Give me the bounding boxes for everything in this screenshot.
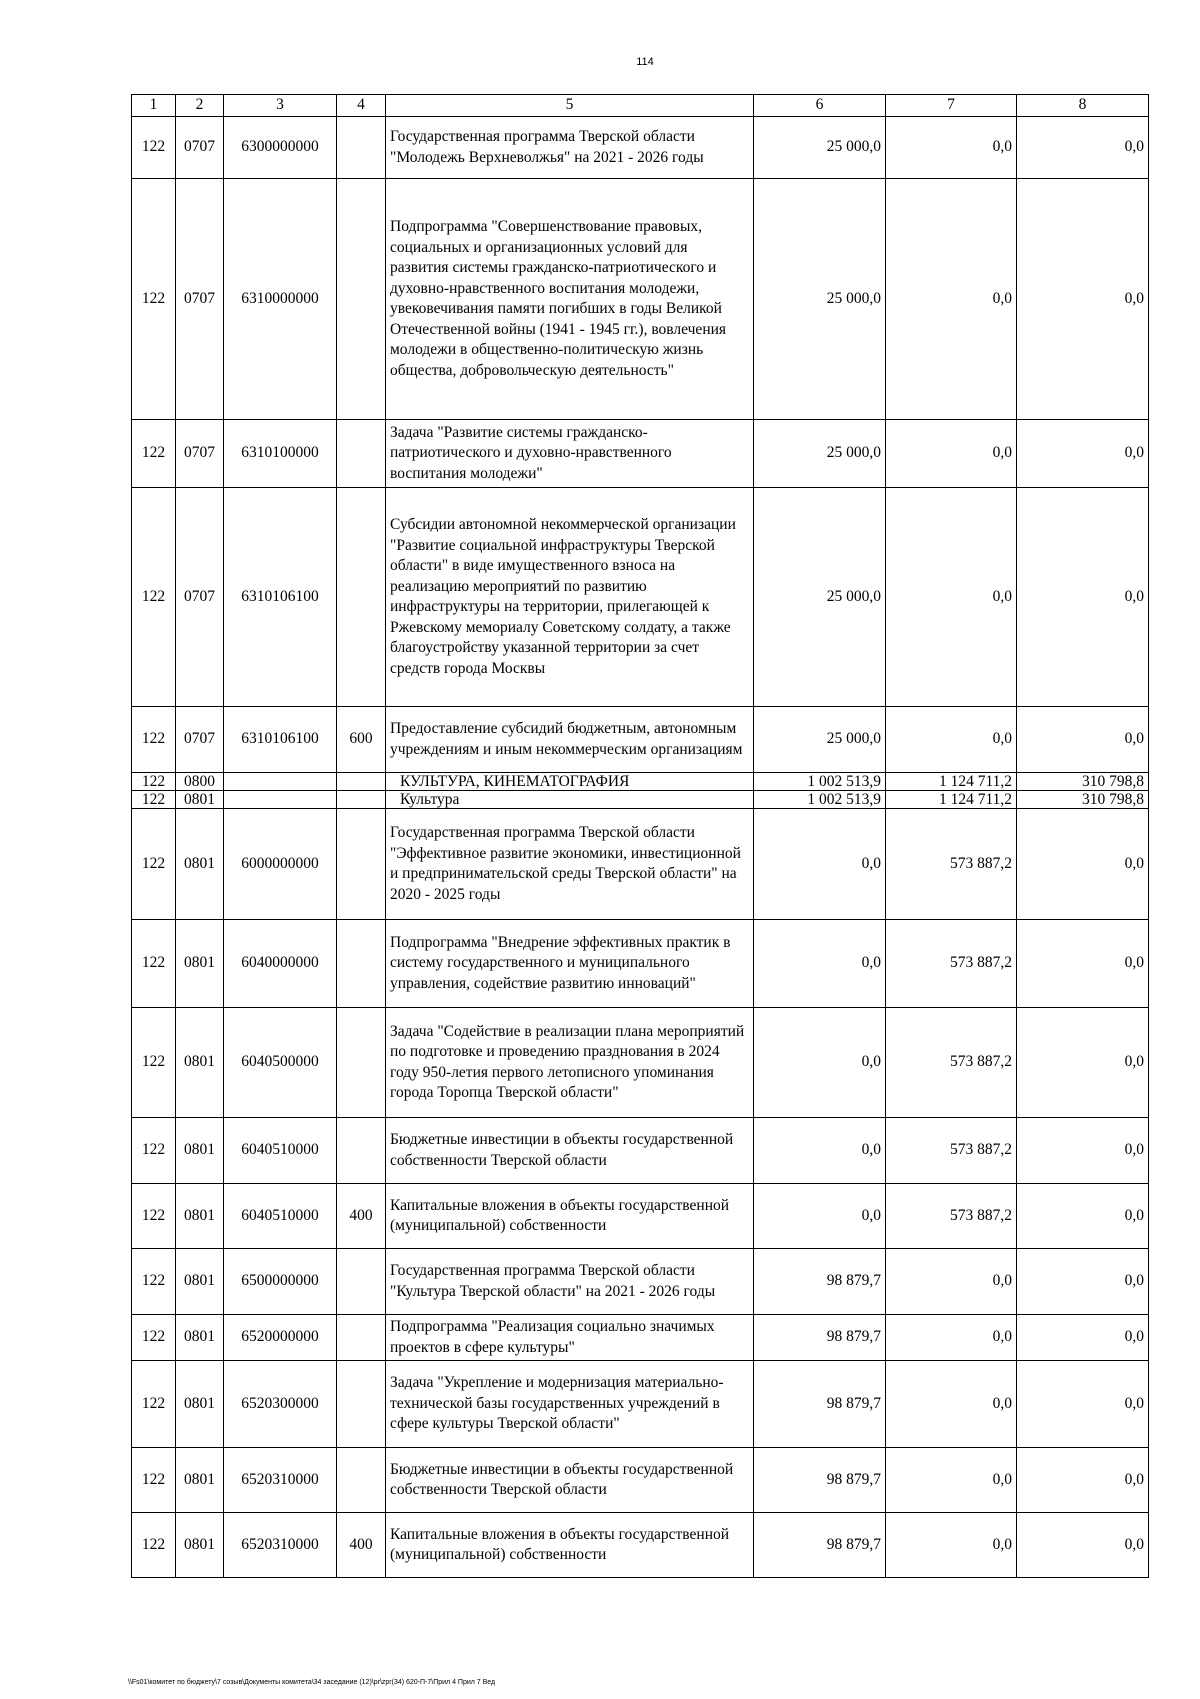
cell-section-code: 0707 bbox=[176, 488, 224, 707]
cell-name: Субсидии автономной некоммерческой организации "Развитие социальной инфраструктуры Тверской области" в виде имущественного взноса на реализацию мероприятий по развитию инфраструктуры на территории, прилегающей к Ржевскому мемориалу Советскому солдату, а также благоустройству указанной территории за счет средств города Москвы bbox=[386, 488, 754, 707]
table-row bbox=[132, 1008, 1149, 1118]
cell-admin-code: 122 bbox=[132, 773, 176, 791]
cell-section-code: 0707 bbox=[176, 179, 224, 420]
cell-section-code: 0801 bbox=[176, 1184, 224, 1249]
table-row bbox=[132, 791, 1149, 809]
cell-amount-2: 0,0 bbox=[886, 1315, 1017, 1361]
cell-target-code bbox=[224, 791, 337, 809]
cell-section-code: 0801 bbox=[176, 809, 224, 920]
cell-admin-code: 122 bbox=[132, 1361, 176, 1448]
cell-amount-3: 0,0 bbox=[1017, 117, 1149, 179]
cell-section-code: 0801 bbox=[176, 1513, 224, 1578]
table-row bbox=[132, 1448, 1149, 1513]
cell-amount-2: 573 887,2 bbox=[886, 1008, 1017, 1118]
table-row bbox=[132, 1315, 1149, 1361]
cell-amount-3: 0,0 bbox=[1017, 1315, 1149, 1361]
cell-amount-2: 0,0 bbox=[886, 179, 1017, 420]
table-row bbox=[132, 1249, 1149, 1315]
cell-target-code: 6040000000 bbox=[224, 920, 337, 1008]
cell-section-code: 0707 bbox=[176, 420, 224, 488]
cell-amount-3: 310 798,8 bbox=[1017, 773, 1149, 791]
cell-expense-type bbox=[337, 1361, 386, 1448]
cell-expense-type bbox=[337, 117, 386, 179]
cell-amount-1: 25 000,0 bbox=[754, 488, 886, 707]
cell-expense-type bbox=[337, 1249, 386, 1315]
cell-amount-2: 0,0 bbox=[886, 1249, 1017, 1315]
cell-section-code: 0801 bbox=[176, 791, 224, 809]
cell-amount-1: 25 000,0 bbox=[754, 420, 886, 488]
cell-amount-2: 0,0 bbox=[886, 420, 1017, 488]
cell-amount-1: 1 002 513,9 bbox=[754, 773, 886, 791]
cell-section-code: 0801 bbox=[176, 920, 224, 1008]
cell-amount-1: 0,0 bbox=[754, 1008, 886, 1118]
cell-admin-code: 122 bbox=[132, 1513, 176, 1578]
cell-admin-code: 122 bbox=[132, 420, 176, 488]
cell-amount-1: 25 000,0 bbox=[754, 707, 886, 773]
cell-target-code: 6520310000 bbox=[224, 1448, 337, 1513]
cell-name: Бюджетные инвестиции в объекты государственной собственности Тверской области bbox=[386, 1118, 754, 1184]
cell-target-code: 6040510000 bbox=[224, 1118, 337, 1184]
cell-amount-1: 1 002 513,9 bbox=[754, 791, 886, 809]
cell-amount-3: 0,0 bbox=[1017, 1361, 1149, 1448]
cell-section-code: 0801 bbox=[176, 1249, 224, 1315]
cell-target-code: 6310106100 bbox=[224, 707, 337, 773]
cell-target-code: 6500000000 bbox=[224, 1249, 337, 1315]
table-row bbox=[132, 179, 1149, 420]
cell-amount-2: 1 124 711,2 bbox=[886, 773, 1017, 791]
cell-name: Задача "Развитие системы гражданско-патриотического и духовно-нравственного воспитания молодежи" bbox=[386, 420, 754, 488]
cell-expense-type: 400 bbox=[337, 1184, 386, 1249]
cell-target-code: 6040500000 bbox=[224, 1008, 337, 1118]
cell-name: Подпрограмма "Реализация социально значимых проектов в сфере культуры" bbox=[386, 1315, 754, 1361]
cell-amount-2: 573 887,2 bbox=[886, 809, 1017, 920]
cell-amount-2: 1 124 711,2 bbox=[886, 791, 1017, 809]
cell-name: Задача "Содействие в реализации плана мероприятий по подготовке и проведению празднования в 2024 году 950-летия первого летописного упоминания города Торопца Тверской области" bbox=[386, 1008, 754, 1118]
cell-amount-1: 0,0 bbox=[754, 1184, 886, 1249]
cell-admin-code: 122 bbox=[132, 1315, 176, 1361]
cell-amount-1: 0,0 bbox=[754, 920, 886, 1008]
cell-amount-3: 0,0 bbox=[1017, 1513, 1149, 1578]
col-header-4: 4 bbox=[337, 95, 386, 117]
cell-admin-code: 122 bbox=[132, 1118, 176, 1184]
cell-amount-2: 0,0 bbox=[886, 117, 1017, 179]
cell-amount-1: 98 879,7 bbox=[754, 1249, 886, 1315]
cell-expense-type bbox=[337, 809, 386, 920]
cell-amount-3: 0,0 bbox=[1017, 707, 1149, 773]
cell-amount-3: 0,0 bbox=[1017, 920, 1149, 1008]
cell-target-code: 6520000000 bbox=[224, 1315, 337, 1361]
cell-expense-type bbox=[337, 773, 386, 791]
cell-amount-2: 573 887,2 bbox=[886, 1118, 1017, 1184]
cell-section-code: 0801 bbox=[176, 1118, 224, 1184]
cell-amount-1: 25 000,0 bbox=[754, 179, 886, 420]
cell-expense-type: 600 bbox=[337, 707, 386, 773]
cell-expense-type bbox=[337, 179, 386, 420]
cell-amount-2: 573 887,2 bbox=[886, 920, 1017, 1008]
cell-target-code: 6000000000 bbox=[224, 809, 337, 920]
cell-amount-3: 0,0 bbox=[1017, 809, 1149, 920]
cell-amount-3: 0,0 bbox=[1017, 1448, 1149, 1513]
cell-admin-code: 122 bbox=[132, 920, 176, 1008]
cell-amount-1: 0,0 bbox=[754, 809, 886, 920]
cell-section-code: 0707 bbox=[176, 707, 224, 773]
budget-table bbox=[131, 94, 1149, 1578]
cell-admin-code: 122 bbox=[132, 707, 176, 773]
cell-name: Капитальные вложения в объекты государственной (муниципальной) собственности bbox=[386, 1184, 754, 1249]
cell-expense-type bbox=[337, 1008, 386, 1118]
footer-file-path: \\Fs01\комитет по бюджету\7 созыв\Документы комитета\34 заседание (12)\pr\zpr(34) 620-П-7\Прил 4 Прил 7 Вед bbox=[128, 1679, 496, 1686]
table-row bbox=[132, 1184, 1149, 1249]
cell-name: Подпрограмма "Совершенствование правовых, социальных и организационных условий для развития системы гражданско-патриотического и духовно-нравственного воспитания молодежи, увековечивания памяти погибших в годы Великой Отечественной войны (1941 - 1945 гг.), вовлечения молодежи в общественно-политическую жизнь общества, добровольческую деятельность" bbox=[386, 179, 754, 420]
col-header-6: 6 bbox=[754, 95, 886, 117]
cell-amount-3: 0,0 bbox=[1017, 1249, 1149, 1315]
cell-amount-2: 573 887,2 bbox=[886, 1184, 1017, 1249]
cell-expense-type bbox=[337, 920, 386, 1008]
cell-name: Капитальные вложения в объекты государственной (муниципальной) собственности bbox=[386, 1513, 754, 1578]
cell-admin-code: 122 bbox=[132, 1008, 176, 1118]
cell-name: Государственная программа Тверской области "Культура Тверской области" на 2021 - 2026 годы bbox=[386, 1249, 754, 1315]
cell-amount-1: 25 000,0 bbox=[754, 117, 886, 179]
table-row bbox=[132, 707, 1149, 773]
cell-section-code: 0801 bbox=[176, 1008, 224, 1118]
table-row bbox=[132, 488, 1149, 707]
cell-amount-1: 0,0 bbox=[754, 1118, 886, 1184]
cell-admin-code: 122 bbox=[132, 791, 176, 809]
cell-expense-type bbox=[337, 1448, 386, 1513]
cell-name: Культура bbox=[386, 791, 754, 809]
cell-amount-1: 98 879,7 bbox=[754, 1513, 886, 1578]
cell-admin-code: 122 bbox=[132, 1448, 176, 1513]
page-number: 114 bbox=[636, 56, 654, 68]
cell-name: КУЛЬТУРА, КИНЕМАТОГРАФИЯ bbox=[386, 773, 754, 791]
cell-expense-type: 400 bbox=[337, 1513, 386, 1578]
col-header-7: 7 bbox=[886, 95, 1017, 117]
cell-expense-type bbox=[337, 1118, 386, 1184]
cell-amount-2: 0,0 bbox=[886, 1448, 1017, 1513]
table-row bbox=[132, 1118, 1149, 1184]
cell-admin-code: 122 bbox=[132, 117, 176, 179]
cell-amount-3: 0,0 bbox=[1017, 488, 1149, 707]
cell-amount-1: 98 879,7 bbox=[754, 1448, 886, 1513]
cell-amount-3: 0,0 bbox=[1017, 1008, 1149, 1118]
cell-amount-2: 0,0 bbox=[886, 488, 1017, 707]
cell-amount-2: 0,0 bbox=[886, 707, 1017, 773]
cell-amount-3: 0,0 bbox=[1017, 179, 1149, 420]
col-header-8: 8 bbox=[1017, 95, 1149, 117]
cell-section-code: 0801 bbox=[176, 1448, 224, 1513]
cell-admin-code: 122 bbox=[132, 179, 176, 420]
cell-target-code: 6310000000 bbox=[224, 179, 337, 420]
col-header-3: 3 bbox=[224, 95, 337, 117]
cell-expense-type bbox=[337, 1315, 386, 1361]
table-row bbox=[132, 773, 1149, 791]
cell-amount-3: 0,0 bbox=[1017, 1118, 1149, 1184]
cell-target-code bbox=[224, 773, 337, 791]
col-header-5: 5 bbox=[386, 95, 754, 117]
cell-name: Бюджетные инвестиции в объекты государственной собственности Тверской области bbox=[386, 1448, 754, 1513]
cell-target-code: 6040510000 bbox=[224, 1184, 337, 1249]
cell-amount-1: 98 879,7 bbox=[754, 1315, 886, 1361]
cell-admin-code: 122 bbox=[132, 809, 176, 920]
cell-admin-code: 122 bbox=[132, 488, 176, 707]
cell-amount-2: 0,0 bbox=[886, 1361, 1017, 1448]
cell-admin-code: 122 bbox=[132, 1184, 176, 1249]
cell-section-code: 0801 bbox=[176, 1361, 224, 1448]
cell-target-code: 6310106100 bbox=[224, 488, 337, 707]
cell-name: Предоставление субсидий бюджетным, автономным учреждениям и иным некоммерческим организациям bbox=[386, 707, 754, 773]
cell-section-code: 0707 bbox=[176, 117, 224, 179]
cell-amount-2: 0,0 bbox=[886, 1513, 1017, 1578]
cell-name: Государственная программа Тверской области "Эффективное развитие экономики, инвестиционной и предпринимательской среды Тверской области" на 2020 - 2025 годы bbox=[386, 809, 754, 920]
cell-name: Задача "Укрепление и модернизация материально-технической базы государственных учреждений в сфере культуры Тверской области" bbox=[386, 1361, 754, 1448]
cell-target-code: 6310100000 bbox=[224, 420, 337, 488]
table-row bbox=[132, 420, 1149, 488]
cell-expense-type bbox=[337, 791, 386, 809]
header-row bbox=[132, 95, 1149, 117]
cell-expense-type bbox=[337, 420, 386, 488]
cell-admin-code: 122 bbox=[132, 1249, 176, 1315]
col-header-1: 1 bbox=[132, 95, 176, 117]
cell-expense-type bbox=[337, 488, 386, 707]
table-row bbox=[132, 809, 1149, 920]
cell-section-code: 0800 bbox=[176, 773, 224, 791]
cell-target-code: 6520310000 bbox=[224, 1513, 337, 1578]
cell-name: Государственная программа Тверской области "Молодежь Верхневолжья" на 2021 - 2026 годы bbox=[386, 117, 754, 179]
table-row bbox=[132, 920, 1149, 1008]
cell-name: Подпрограмма "Внедрение эффективных практик в систему государственного и муниципального управления, содействие развитию инноваций" bbox=[386, 920, 754, 1008]
table-row bbox=[132, 1361, 1149, 1448]
col-header-2: 2 bbox=[176, 95, 224, 117]
cell-section-code: 0801 bbox=[176, 1315, 224, 1361]
cell-target-code: 6520300000 bbox=[224, 1361, 337, 1448]
cell-amount-3: 0,0 bbox=[1017, 420, 1149, 488]
table-row bbox=[132, 1513, 1149, 1578]
table-row bbox=[132, 117, 1149, 179]
cell-amount-3: 0,0 bbox=[1017, 1184, 1149, 1249]
cell-target-code: 6300000000 bbox=[224, 117, 337, 179]
cell-amount-1: 98 879,7 bbox=[754, 1361, 886, 1448]
cell-amount-3: 310 798,8 bbox=[1017, 791, 1149, 809]
